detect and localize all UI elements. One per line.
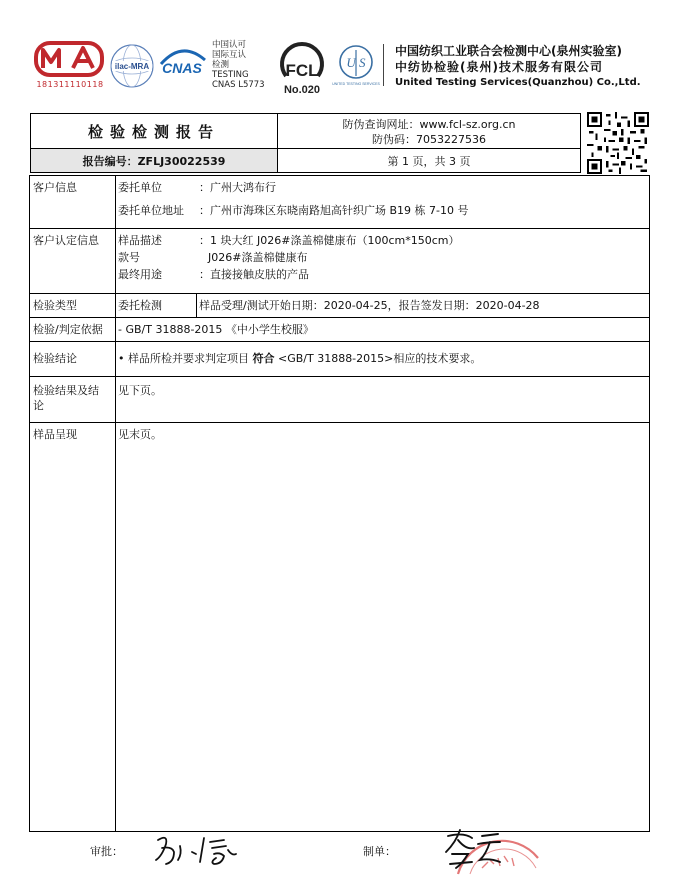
row-divider: [30, 341, 649, 342]
results-label-line: 论: [33, 399, 44, 412]
svg-text:CNAS: CNAS: [162, 60, 202, 76]
mra-line: TESTING: [212, 70, 249, 80]
uts-logo-icon: [332, 44, 380, 88]
client-label: 委托单位: [118, 181, 162, 194]
prepare-label: 制单：: [363, 845, 396, 858]
report-title: 检验检测报告: [30, 113, 278, 149]
row-divider: [30, 422, 649, 423]
sample-presentation-label: 样品呈现: [33, 428, 77, 441]
basis-label: 检验/判定依据: [33, 323, 103, 336]
cma-logo: [33, 40, 105, 92]
customer-info-label: 客户信息: [33, 181, 77, 194]
row-divider: [30, 376, 649, 377]
model-label: 款号: [118, 251, 140, 264]
inspection-type-value: 委托检测: [118, 299, 162, 312]
sample-desc-label: 样品描述: [118, 234, 162, 247]
results-label-line: 检验结果及结: [33, 384, 99, 397]
report-title-table: [30, 113, 581, 173]
svg-text:FCL: FCL: [285, 61, 319, 80]
preparer-signature-stamp-icon: [428, 828, 538, 874]
mra-line: 检测: [212, 60, 230, 70]
results-label: [33, 383, 99, 413]
cma-mark-icon: [33, 40, 105, 78]
report-form: [29, 175, 650, 832]
verification-info: [277, 113, 581, 149]
verify-site: 防伪查询网址：www.fcl-sz.org.cn: [342, 118, 516, 131]
org-service-cn: 中纺协检验(泉州)技术服务有限公司: [395, 60, 603, 74]
organization-block: [395, 43, 665, 90]
sample-desc-value: ：1 块大红 J026#涤盖棉健康布（100cm*150cm）: [199, 234, 460, 247]
row-divider: [30, 317, 649, 318]
report-number: 报告编号：ZFLJ30022539: [30, 148, 278, 173]
svg-text:ilac-MRA: ilac-MRA: [114, 62, 150, 71]
client-address-value: ：广州市海珠区东晓南路旭高针织广场 B19 栋 7-10 号: [199, 204, 469, 217]
mra-line: 国际互认: [212, 50, 247, 60]
customer-confirmed-label: 客户认定信息: [33, 234, 99, 247]
org-service-en: United Testing Services(Quanzhou) Co.,Ltd.: [395, 77, 641, 88]
results-value: 见下页。: [118, 384, 162, 397]
model-value: J026#涤盖棉健康布: [208, 251, 308, 264]
mra-text-block: [212, 40, 268, 90]
conclusion-verdict: 符合: [252, 352, 275, 365]
header-divider: [383, 44, 384, 86]
ilac-mra-logo-icon: [108, 42, 156, 90]
conclusion-suffix: <GB/T 31888-2015>相应的技术要求。: [277, 352, 482, 365]
label-column-divider: [115, 176, 116, 831]
approver-signature-icon: [152, 832, 242, 870]
conclusion-prefix: • 样品所检并要求判定项目: [118, 352, 249, 365]
svg-text:UNITED TESTING SERVICES: UNITED TESTING SERVICES: [332, 82, 380, 86]
conclusion-label: 检验结论: [33, 352, 77, 365]
end-use-label: 最终用途: [118, 268, 162, 281]
mra-line: 中国认可: [212, 40, 247, 50]
basis-value: - GB/T 31888-2015 《中小学生校服》: [118, 323, 314, 336]
inspection-type-label: 检验类型: [33, 299, 77, 312]
qr-code-icon: [587, 112, 649, 174]
type-date-divider: [196, 293, 197, 317]
page-indicator: 第 1 页，共 3 页: [277, 148, 581, 173]
approve-label: 审批：: [90, 845, 123, 858]
conclusion-value: [118, 351, 481, 366]
org-name-cn: 中国纺织工业联合会检测中心(泉州实验室): [395, 44, 622, 58]
cnas-logo-icon: [155, 44, 209, 80]
row-divider: [30, 228, 649, 229]
mra-line: CNAS L5773: [212, 80, 265, 90]
client-address-label: 委托单位地址: [118, 204, 184, 217]
row-divider: [30, 293, 649, 294]
cma-number: 181311110118: [36, 80, 104, 89]
sample-presentation-value: 见末页。: [118, 428, 162, 441]
inspection-dates: 样品受理/测试开始日期：2020-04-25，报告签发日期：2020-04-28: [199, 299, 540, 312]
verify-code: 防伪码：7053227536: [372, 133, 486, 146]
svg-text:No.020: No.020: [283, 84, 321, 96]
client-value: ：广州大鸿布行: [199, 181, 276, 194]
fcl-logo-icon: [276, 42, 328, 96]
svg-text:U S: U S: [346, 55, 366, 70]
end-use-value: ：直接接触皮肤的产品: [199, 268, 309, 281]
